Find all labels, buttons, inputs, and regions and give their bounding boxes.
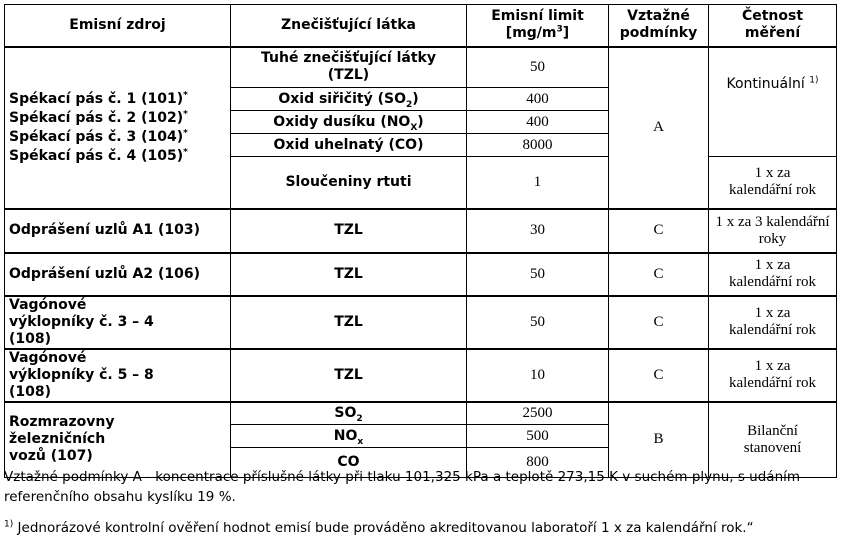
limit-cell: 500 <box>467 425 609 448</box>
limit-cell: 800 <box>467 448 609 478</box>
limit-cell: 10 <box>467 349 609 402</box>
frequency-cell: 1 x za 3 kalendářní roky <box>709 209 837 253</box>
table-row <box>5 349 837 402</box>
header-row <box>5 5 837 47</box>
frequency-cell: 1 x za kalendářní rok <box>709 296 837 349</box>
pollutant-cell: TZL <box>231 253 467 296</box>
conditions-cell: C <box>609 209 709 253</box>
header-frequency: Četnost měření <box>709 5 837 47</box>
source-cell: Odprášení uzlů A2 (106) <box>5 253 231 296</box>
table-row <box>5 209 837 253</box>
pollutant-cell: $NO_x$ <box>231 425 467 448</box>
limit-cell: 1 <box>467 157 609 209</box>
source-cell: Vagónové výklopníky č. 5 – 8 (108) <box>5 349 231 402</box>
header-pollutant: Znečišťující látka <box>231 5 467 47</box>
limit-cell: 2500 <box>467 402 609 425</box>
pollutant-cell: TZL <box>231 296 467 349</box>
conditions-cell: B <box>609 402 709 478</box>
pollutant-cell: Oxid siřičitý $(SO_2)$ <box>231 88 467 111</box>
source-cell: Vagónové výklopníky č. 3 – 4 (108) <box>5 296 231 349</box>
header-limit: Emisní limit $[mg/m^3]$ <box>467 5 609 47</box>
conditions-cell: C <box>609 349 709 402</box>
limit-cell: 400 <box>467 111 609 134</box>
table-row <box>5 47 837 88</box>
pollutant-cell: Sloučeniny rtuti <box>231 157 467 209</box>
limit-cell: 50 <box>467 47 609 88</box>
pollutant-cell: Oxidy dusíku $(NO_X)$ <box>231 111 467 134</box>
group1-sources: Spékací pás č. 1 (101)* Spékací pás č. 2 (102)* Spékací pás č. 3 (104)* Spékací pás č. 4 (105)* <box>5 47 231 209</box>
pollutant-cell: CO <box>231 448 467 478</box>
pollutant-cell: TZL <box>231 209 467 253</box>
conditions-note: Vztažné podmínky A - koncentrace příslušné látky při tlaku 101,325 kPa a teplotě 273,15 K v suchém plynu, s udáním referenčního obsahu kyslíku 19 %. <box>4 469 801 505</box>
frequency-cell: 1 x za kalendářní rok <box>709 253 837 296</box>
table-row <box>5 253 837 296</box>
frequency-cell: Bilanční stanovení <box>709 402 837 478</box>
group2-source: Rozmrazovny železničních vozů (107) <box>5 402 231 478</box>
pollutant-cell: $SO_2$ <box>231 402 467 425</box>
frequency-cell: 1 x za kalendářní rok <box>709 157 837 209</box>
limit-cell: 30 <box>467 209 609 253</box>
limit-cell: 50 <box>467 253 609 296</box>
limit-cell: 8000 <box>467 134 609 157</box>
frequency-cell: Kontinuální $^{1)}$ <box>709 47 837 157</box>
header-conditions: Vztažné podmínky <box>609 5 709 47</box>
footnote: $^{1)}$ Jednorázové kontrolní ověření hodnot emisí bude prováděno akreditovanou laboratoří 1 x za kalendářní rok.“ <box>4 519 754 536</box>
pollutant-cell: TZL <box>231 349 467 402</box>
header-source: Emisní zdroj <box>5 5 231 47</box>
table-row <box>5 402 837 425</box>
table-row <box>5 296 837 349</box>
conditions-cell: A <box>609 47 709 209</box>
conditions-cell: C <box>609 253 709 296</box>
limit-cell: 400 <box>467 88 609 111</box>
frequency-cell: 1 x za kalendářní rok <box>709 349 837 402</box>
pollutant-cell: Oxid uhelnatý (CO) <box>231 134 467 157</box>
pollutant-cell: Tuhé znečišťující látky (TZL) <box>231 47 467 88</box>
emission-limits-table <box>4 4 837 478</box>
source-cell: Odprášení uzlů A1 (103) <box>5 209 231 253</box>
conditions-cell: C <box>609 296 709 349</box>
limit-cell: 50 <box>467 296 609 349</box>
